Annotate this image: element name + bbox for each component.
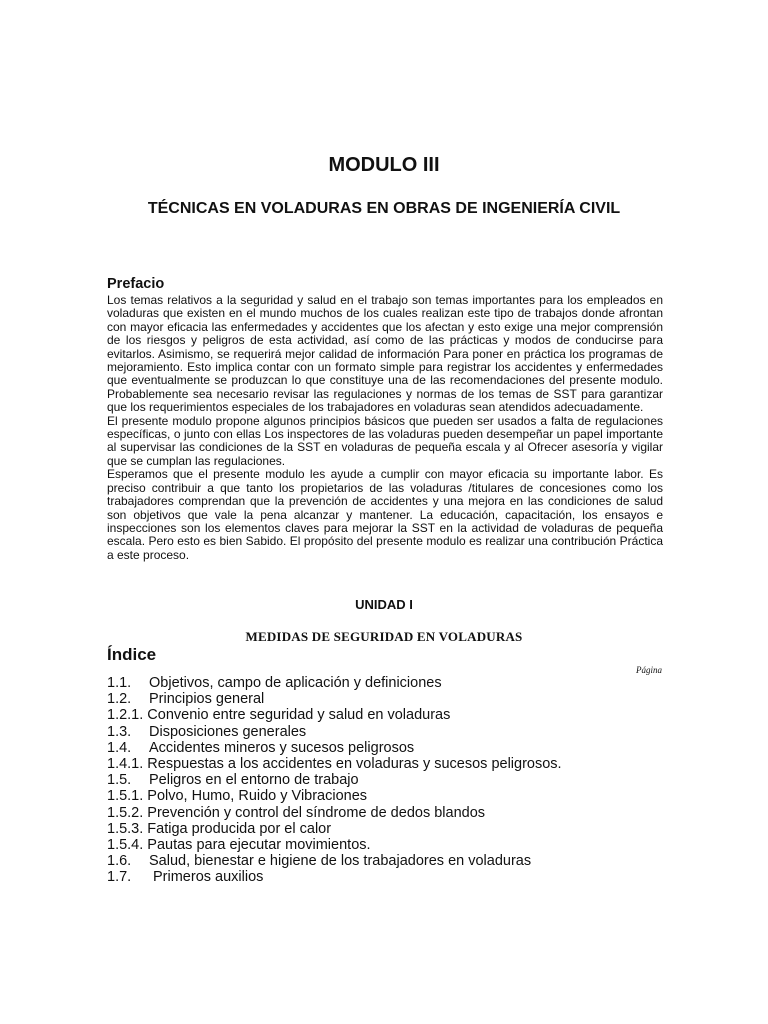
toc-item-label: Pautas para ejecutar movimientos. — [147, 837, 371, 854]
toc-item-label: Convenio entre seguridad y salud en voladuras — [147, 707, 451, 724]
module-title: MODULO III — [328, 154, 440, 176]
toc-item-label: Peligros en el entorno de trabajo — [149, 772, 359, 789]
toc-item-number: 1.5.2. — [107, 804, 144, 821]
toc-item-number: 1.4. — [107, 739, 132, 756]
toc-item — [107, 756, 667, 772]
toc-item-label: Fatiga producida por el calor — [147, 820, 332, 837]
toc-item — [107, 707, 667, 723]
toc-item-number: 1.1. — [107, 675, 132, 691]
toc-item-number: 1.7. — [107, 869, 132, 886]
preface-body — [107, 294, 663, 562]
toc-item-number: 1.4.1. — [107, 756, 144, 773]
preface-paragraph: Los temas relativos a la seguridad y salud en el trabajo son temas importantes para los empleados en voladuras que existen en el mundo muchos de los cuales realizan este tipo de trabajos donde afrontan con mayor eficacia las enfermedades y accidentes que los afectan y esto exige una mejor comprensión de los riesgos y peligros de esta actividad, así como de las prácticas y modos de conducirse para evitarlos. Asimismo, se requerirá mejor calidad de información Para poner en práctica los programas de mejoramiento. Esto implica contar con un formato simple para registrar los accidentes y enfermedades que eventualmente se produzcan lo que constituye una de las recomendaciones del presente modulo. Probablemente sea necesario revisar las regulaciones y normas de los temas de SST para garantizar que los requerimientos especiales de los trabajadores en voladuras sean atendidos adecuadamente. — [107, 293, 663, 415]
toc-item-label: Primeros auxilios — [153, 869, 264, 886]
table-of-contents — [107, 675, 667, 886]
toc-item — [107, 821, 667, 837]
toc-item — [107, 788, 667, 804]
toc-item-number: 1.6. — [107, 853, 132, 870]
toc-item-number: 1.2.1. — [107, 707, 144, 724]
toc-item-label: Respuestas a los accidentes en voladuras y sucesos peligrosos. — [147, 756, 562, 773]
toc-item — [107, 691, 667, 707]
toc-item-number: 1.2. — [107, 691, 132, 708]
toc-item-label: Accidentes mineros y sucesos peligrosos — [149, 739, 415, 756]
index-heading: Índice — [107, 645, 157, 664]
toc-item — [107, 869, 667, 885]
unit-subtitle: MEDIDAS DE SEGURIDAD EN VOLADURAS — [245, 629, 523, 644]
preface-paragraph: Esperamos que el presente modulo les ayude a cumplir con mayor eficacia su importante labor. Es preciso contribuir a que tanto los propietarios de las voladuras /titulares de concesiones como los trabajadores comprendan que la prevención de accidentes y una mejora en las condiciones de salud son objetivos que vale la pena alcanzar y mantener. La educación, capacitación, los ensayos e inspecciones son los elementos claves para mejorar la SST en la actividad de voladuras de pequeña escala. Pero esto es bien Sabido. El propósito del presente modulo es realizar una contribución Práctica a este proceso. — [107, 467, 663, 562]
toc-item — [107, 772, 667, 788]
toc-item — [107, 837, 667, 853]
toc-item — [107, 740, 667, 756]
toc-item-number: 1.5.3. — [107, 820, 144, 837]
toc-item-label: Objetivos, campo de aplicación y definiciones — [149, 675, 442, 691]
preface-paragraph: El presente modulo propone algunos principios básicos que pueden ser usados a falta de regulaciones específicas, o junto con ellas Los inspectores de las voladuras pueden desempeñar un papel importante al supervisar las condiciones de la SST en voladuras de pequeña escala y al Ofrecer asesoría y vigilar que se cumplan las regulaciones. — [107, 413, 663, 468]
preface-heading: Prefacio — [107, 276, 165, 292]
toc-item-number: 1.5. — [107, 772, 132, 789]
toc-item — [107, 675, 667, 691]
toc-item — [107, 853, 667, 869]
toc-item — [107, 805, 667, 821]
toc-item-label: Polvo, Humo, Ruido y Vibraciones — [147, 788, 368, 805]
page-column-label: Página — [636, 665, 662, 675]
module-subtitle: TÉCNICAS EN VOLADURAS EN OBRAS DE INGENIERÍA CIVIL — [147, 200, 621, 217]
toc-item-label: Prevención y control del síndrome de dedos blandos — [147, 804, 486, 821]
toc-item-number: 1.5.4. — [107, 837, 144, 854]
toc-item-label: Principios general — [149, 691, 265, 708]
unit-title: UNIDAD I — [355, 597, 413, 612]
toc-item-number: 1.3. — [107, 723, 132, 740]
toc-item — [107, 724, 667, 740]
toc-item-number: 1.5.1. — [107, 788, 144, 805]
toc-item-label: Salud, bienestar e higiene de los trabajadores en voladuras — [149, 853, 532, 870]
toc-item-label: Disposiciones generales — [149, 723, 307, 740]
